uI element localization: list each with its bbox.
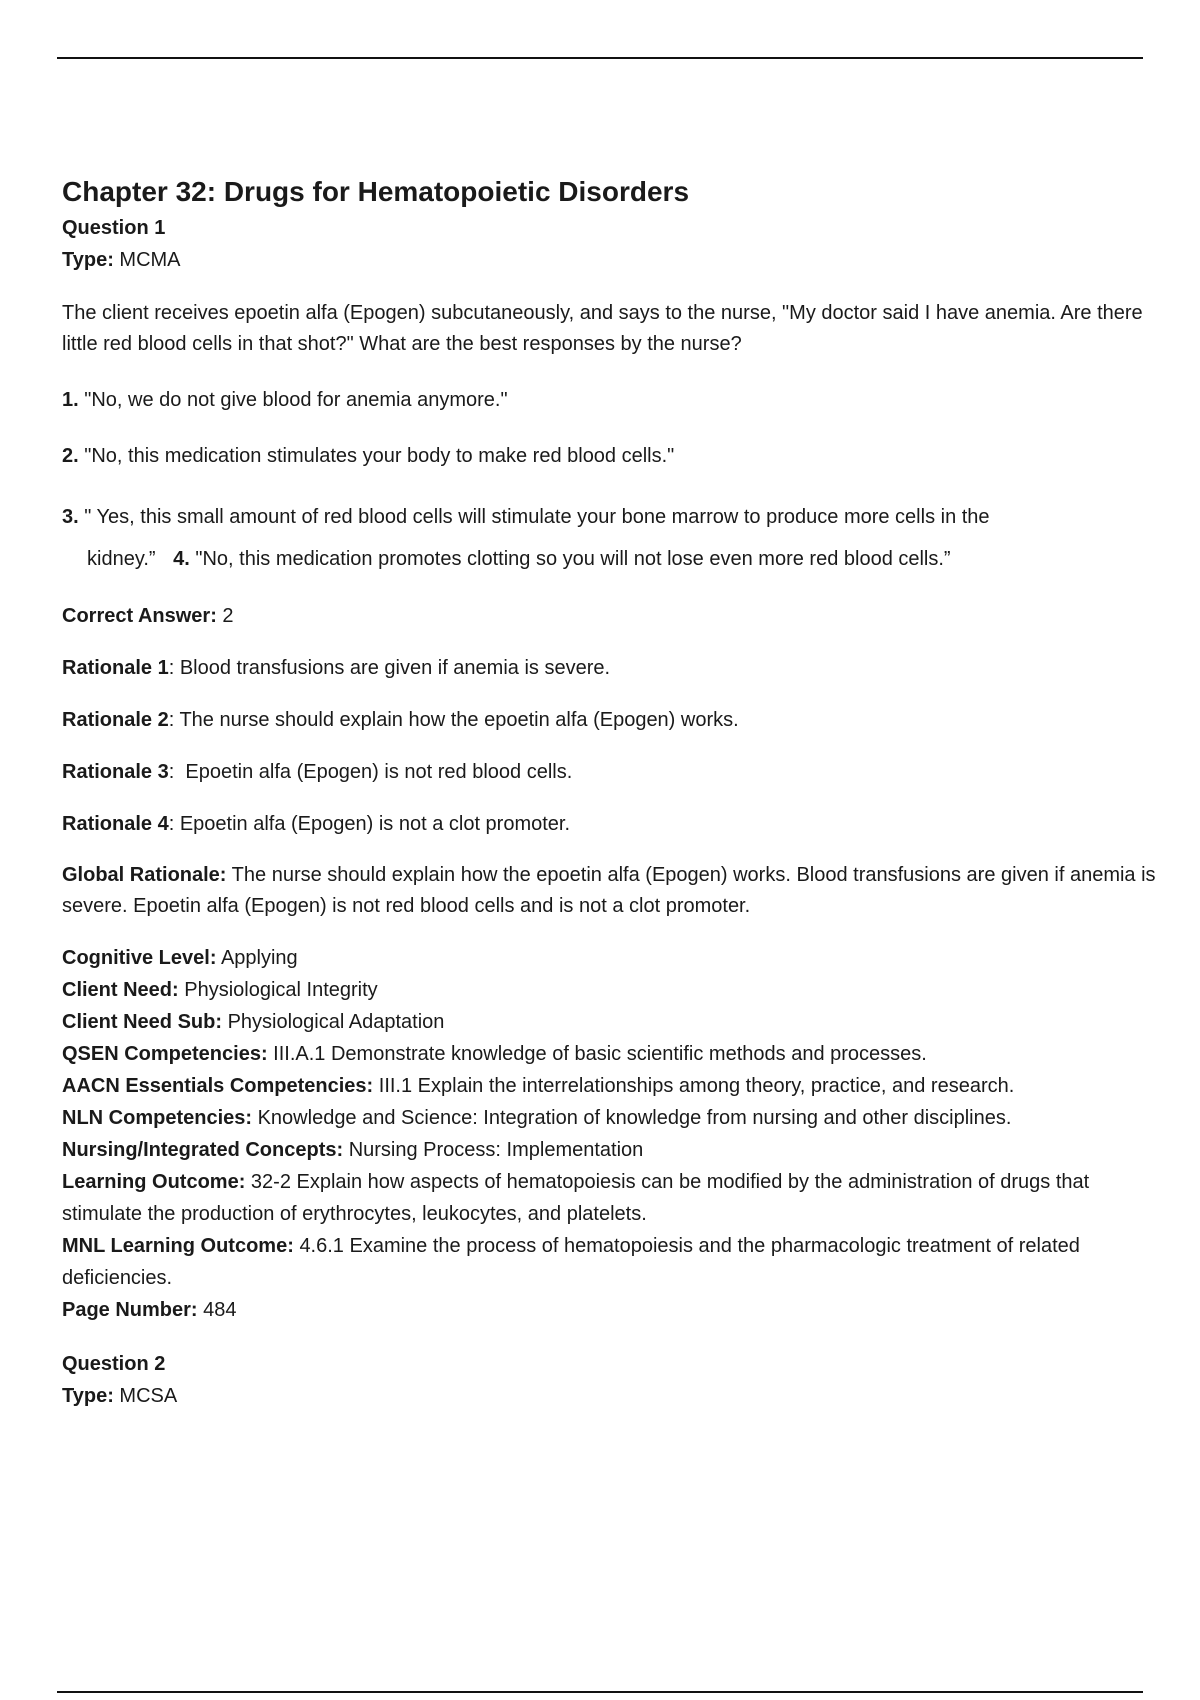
rationale-1 — [62, 652, 1172, 684]
rationale-text: : Epoetin alfa (Epogen) is not red blood cells. — [168, 761, 573, 783]
client-need-sub — [62, 1006, 1172, 1038]
correct-answer-label: Correct Answer: — [62, 605, 217, 627]
type-label: Type: — [62, 1385, 114, 1407]
meta-label: Page Number: — [62, 1299, 198, 1321]
option-number: 2. — [62, 445, 79, 467]
rationale-label: Rationale 4 — [62, 813, 169, 835]
correct-answer-value: 2 — [222, 605, 234, 627]
rationale-4 — [62, 808, 1172, 840]
meta-label: Cognitive Level: — [62, 947, 217, 969]
top-rule — [57, 57, 1143, 59]
option-text: "No, this medication promotes clotting so you will not lose even more red blood cells.” — [195, 548, 951, 570]
meta-value: III.1 Explain the interrelationships among theory, practice, and research. — [378, 1075, 1015, 1097]
rationale-text: : The nurse should explain how the epoetin alfa (Epogen) works. — [168, 709, 739, 731]
question-2-header — [62, 1348, 1172, 1412]
mnl-learning-outcome — [62, 1230, 1172, 1294]
answer-option-4 — [173, 548, 950, 570]
answer-option-2 — [62, 440, 1172, 472]
question-1-label: Question 1 — [62, 217, 166, 239]
aacn-competencies — [62, 1070, 1172, 1102]
chapter-title: Chapter 32: Drugs for Hematopoietic Disorders — [62, 176, 690, 207]
option-3-continuation: kidney.” — [87, 548, 156, 570]
answer-option-1 — [62, 384, 1172, 416]
question-stem: The client receives epoetin alfa (Epogen) subcutaneously, and says to the nurse, "My doctor said I have anemia. Are there little red blood cells in that shot?" What are the best responses by the nurse? — [62, 302, 1143, 355]
meta-label: MNL Learning Outcome: — [62, 1235, 294, 1257]
qsen-competencies — [62, 1038, 1172, 1070]
bottom-rule — [57, 1691, 1143, 1693]
rationale-label: Rationale 1 — [62, 657, 169, 679]
cognitive-level — [62, 942, 1172, 974]
meta-value: Nursing Process: Implementation — [348, 1139, 644, 1161]
meta-label: AACN Essentials Competencies: — [62, 1075, 374, 1097]
rationale-label: Rationale 3 — [62, 761, 169, 783]
meta-value: 32-2 Explain how aspects of hematopoiesis can be modified by the administration of drugs that stimulate the production of erythrocytes, leukocytes, and platelets. — [62, 1171, 1090, 1225]
correct-answer — [62, 600, 1172, 632]
rationale-text: : Blood transfusions are given if anemia is severe. — [168, 657, 611, 679]
rationale-text: : Epoetin alfa (Epogen) is not a clot promoter. — [168, 813, 571, 835]
meta-value: Knowledge and Science: Integration of knowledge from nursing and other disciplines. — [257, 1107, 1012, 1129]
rationale-2 — [62, 704, 1172, 736]
rationale-label: Rationale 2 — [62, 709, 169, 731]
page-number — [62, 1294, 1172, 1326]
meta-value: 484 — [203, 1299, 237, 1321]
option-number: 1. — [62, 389, 79, 411]
rationale-3 — [62, 756, 1172, 788]
nursing-integrated-concepts — [62, 1134, 1172, 1166]
option-text: "No, we do not give blood for anemia anymore." — [84, 389, 508, 411]
meta-label: Client Need: — [62, 979, 179, 1001]
answer-option-3-and-4 — [62, 496, 1172, 580]
type-value: MCSA — [119, 1385, 178, 1407]
learning-outcome — [62, 1166, 1172, 1230]
question-metadata — [62, 942, 1172, 1326]
meta-value: III.A.1 Demonstrate knowledge of basic scientific methods and processes. — [273, 1043, 927, 1065]
option-number: 3. — [62, 506, 79, 528]
option-number: 4. — [173, 548, 190, 570]
meta-value: Physiological Integrity — [184, 979, 378, 1001]
meta-value: 4.6.1 Examine the process of hematopoiesis and the pharmacologic treatment of related deficiencies. — [62, 1235, 1080, 1289]
meta-value: Physiological Adaptation — [227, 1011, 445, 1033]
meta-label: Nursing/Integrated Concepts: — [62, 1139, 344, 1161]
option-text: " Yes, this small amount of red blood cells will stimulate your bone marrow to produce more cells in the — [84, 506, 990, 528]
meta-label: Learning Outcome: — [62, 1171, 246, 1193]
client-need — [62, 974, 1172, 1006]
global-rationale-label: Global Rationale: — [62, 864, 227, 886]
global-rationale-text: The nurse should explain how the epoetin alfa (Epogen) works. Blood transfusions are given if anemia is severe. Epoetin alfa (Epogen) is not red blood cells and is not a clot promoter. — [62, 864, 1156, 917]
meta-label: QSEN Competencies: — [62, 1043, 268, 1065]
question-2-type — [62, 1380, 1172, 1412]
global-rationale — [62, 860, 1172, 922]
meta-value: Applying — [220, 947, 298, 969]
nln-competencies — [62, 1102, 1172, 1134]
question-1-type — [62, 244, 1172, 276]
question-2-label: Question 2 — [62, 1353, 166, 1375]
answer-option-3 — [62, 506, 990, 528]
document-page — [62, 172, 1172, 1412]
meta-label: Client Need Sub: — [62, 1011, 223, 1033]
type-value: MCMA — [119, 249, 181, 271]
meta-label: NLN Competencies: — [62, 1107, 253, 1129]
option-text: "No, this medication stimulates your body to make red blood cells." — [84, 445, 675, 467]
type-label: Type: — [62, 249, 114, 271]
